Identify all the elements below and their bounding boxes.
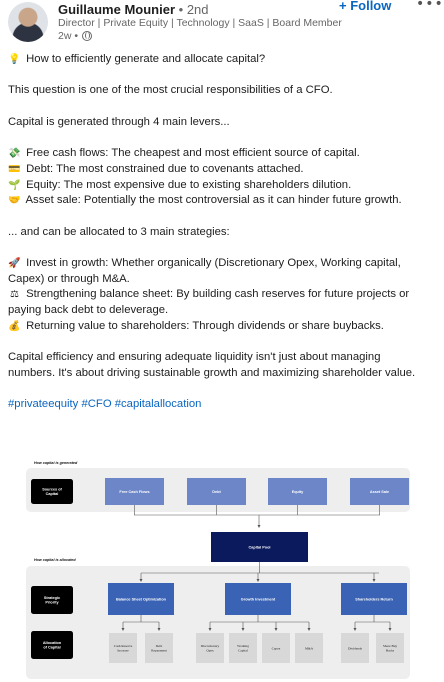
- post-title-text: How to efficiently generate and allocate capital?: [26, 53, 266, 65]
- generated-label: How capital is generated: [34, 461, 78, 465]
- priority-label: Shareholders Return: [355, 597, 393, 602]
- allocation-text: Repayment: [151, 648, 167, 653]
- allocation-text: Backs: [385, 648, 395, 653]
- allocated-label: How capital is allocated: [34, 558, 76, 562]
- rocket-icon: 🚀: [8, 258, 21, 270]
- strategy-text: Invest in growth: Whether organically (Discretionary Opex, Working capital, Capex) or through M&A.: [8, 257, 401, 285]
- author-line: [58, 2, 209, 17]
- more-options-button[interactable]: •••: [416, 0, 444, 12]
- lever-item: [8, 193, 420, 209]
- lightbulb-icon: 💡: [8, 54, 21, 65]
- connection-degree: 2nd: [186, 2, 209, 17]
- lever-text: Asset sale: Potentially the most controversial as it can hinder future growth.: [23, 194, 402, 207]
- source-label: Asset Sale: [369, 490, 390, 494]
- avatar[interactable]: [8, 2, 48, 42]
- allocation-label: Allocation: [42, 641, 62, 646]
- money-icon: 💸: [8, 148, 21, 160]
- allocation-text: M&A: [304, 646, 314, 651]
- strategic-label: Strategic: [43, 596, 61, 601]
- source-label: Free Cash Flows: [119, 490, 150, 494]
- post-intro: This question is one of the most crucial responsibilities of a CFO.: [8, 84, 333, 97]
- allocation-text: Capex: [271, 646, 281, 651]
- allocation-text: Cash Reserve: [113, 644, 133, 649]
- allocation-text: Debt: [155, 644, 163, 649]
- credit-card-icon: 💳: [8, 163, 21, 175]
- post-conclusion: Capital efficiency and ensuring adequate liquidity isn't just about managing numbers. It's about driving sustainable growth and maximizing shareholder value.: [8, 351, 416, 379]
- name-separator: •: [178, 2, 184, 17]
- strategy-text: Strengthening balance sheet: By building cash reserves for future projects or paying back debt to deleverage.: [8, 288, 410, 317]
- handshake-icon: 🤝: [8, 195, 21, 207]
- strategy-item: [8, 287, 420, 318]
- capital-diagram: [24, 459, 414, 679]
- globe-icon: [82, 31, 92, 41]
- allocation-text: Discretionary: [200, 644, 220, 649]
- allocation-text: Increase: [117, 648, 129, 653]
- hashtags[interactable]: #privateequity #CFO #capitalallocation: [8, 398, 202, 411]
- arrow-head: [258, 525, 261, 528]
- allocation-text: Opex: [206, 648, 214, 653]
- lever-item: [8, 178, 420, 194]
- post-header: [8, 0, 444, 46]
- post-body: [8, 52, 420, 413]
- allocation-text: Dividends: [348, 646, 362, 651]
- priority-label: Balance Sheet Optimization: [115, 597, 167, 602]
- sources-label: Capital: [45, 492, 59, 496]
- strategy-item: [8, 256, 420, 287]
- strategy-item: [8, 319, 420, 335]
- lever-text: Equity: The most expensive due to existing shareholders dilution.: [23, 178, 352, 191]
- source-label: Equity: [291, 490, 304, 494]
- allocation-text: Capital: [238, 648, 248, 653]
- follow-button[interactable]: + Follow: [339, 0, 392, 13]
- author-name[interactable]: Guillaume Mounier: [58, 2, 176, 17]
- post-time: 2w •: [58, 30, 79, 42]
- strategies-list: [8, 256, 420, 335]
- allocation-label: of Capital: [43, 645, 61, 650]
- lever-item: [8, 162, 420, 178]
- levers-intro: Capital is generated through 4 main levers...: [8, 115, 230, 128]
- money-bag-icon: 💰: [8, 320, 21, 332]
- strategies-intro: ... and can be allocated to 3 main strategies:: [8, 225, 230, 238]
- allocation-text: Working: [237, 644, 249, 649]
- capital-diagram-image[interactable]: [24, 459, 414, 679]
- lever-text: Debt: The most constrained due to covenants attached.: [23, 162, 304, 175]
- allocation-text: Share Buy: [382, 644, 398, 649]
- strategic-label: Priority: [45, 600, 59, 605]
- capital-pool-label: Capital Pool: [248, 545, 271, 550]
- lever-text: Free cash flows: The cheapest and most efficient source of capital.: [23, 147, 360, 160]
- post-meta: [58, 30, 92, 42]
- author-headline: Director | Private Equity | Technology | SaaS | Board Member: [58, 17, 342, 29]
- post-title: [8, 52, 420, 68]
- source-label: Debt: [212, 490, 221, 494]
- scales-icon: ⚖: [10, 289, 19, 301]
- lever-item: [8, 146, 420, 162]
- levers-list: [8, 146, 420, 209]
- priority-label: Growth Investment: [240, 597, 276, 602]
- seedling-icon: 🌱: [8, 179, 21, 191]
- strategy-text: Returning value to shareholders: Through dividends or share buybacks.: [23, 319, 384, 332]
- sources-label: Sources of: [42, 487, 62, 492]
